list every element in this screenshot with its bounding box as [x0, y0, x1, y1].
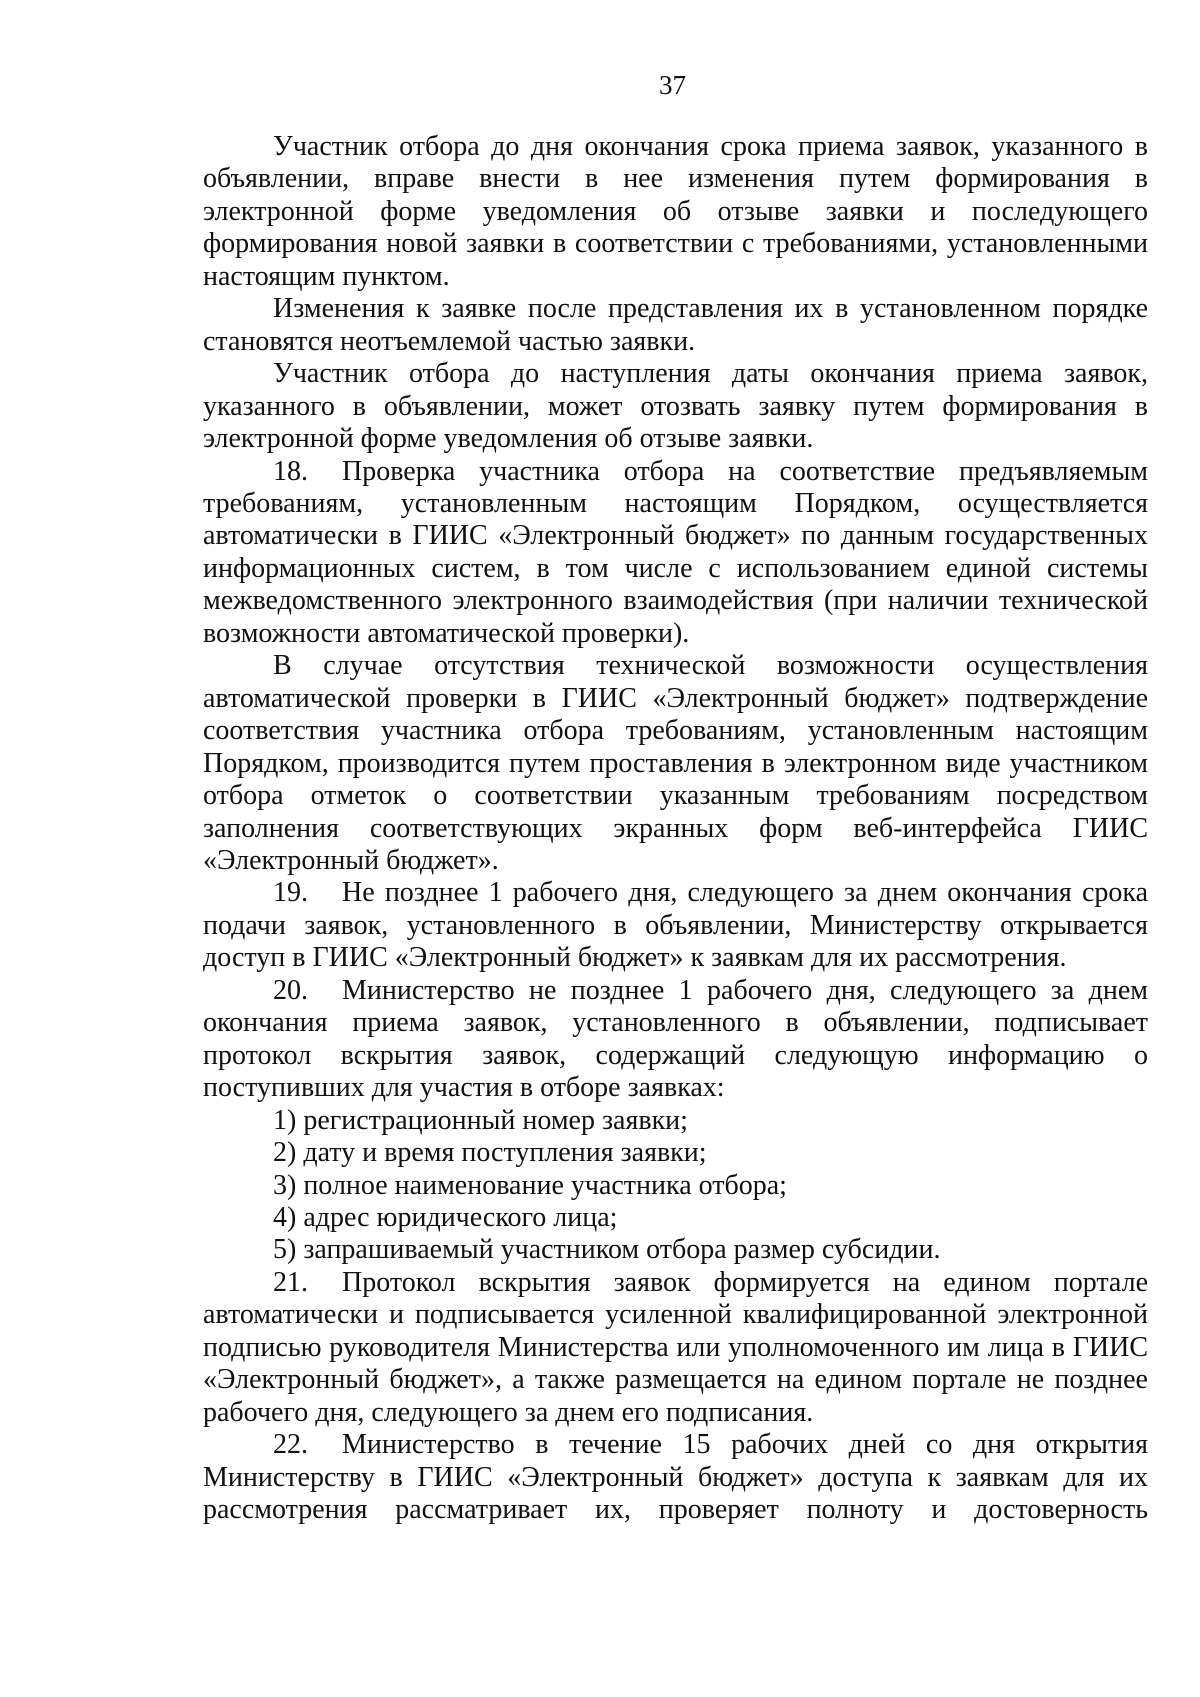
page-number: 37 — [659, 70, 686, 100]
paragraph-number: 21. — [273, 1266, 308, 1298]
paragraph-text: Участник отбора до наступления даты окончания приема заявок, указанного в объявлении, может отозвать заявку путем формирования в электронной форме уведомления об отзыве заявки. — [203, 358, 1148, 455]
paragraph-text: Министерство в течение 15 рабочих дней со дня открытия Министерству в ГИИС «Электронный бюджет» доступа к заявкам для их рассмотрения рассматривает их, проверяет полноту и достоверность — [203, 1429, 1148, 1526]
list-item: 2) дату и время поступления заявки; — [273, 1137, 707, 1169]
list-item: 5) запрашиваемый участником отбора размер субсидии. — [273, 1234, 941, 1266]
paragraph-22 — [203, 1429, 1148, 1526]
paragraph-text: Участник отбора до дня окончания срока приема заявок, указанного в объявлении, вправе внести в нее изменения путем формирования в электронной форме уведомления об отзыве заявки и последующего формирования новой заявки в соответствии с требованиями, установленными настоящим пунктом. — [203, 131, 1148, 292]
paragraph-20 — [203, 975, 1148, 1105]
paragraph-text: Не позднее 1 рабочего дня, следующего за днем окончания срока подачи заявок, установленного в объявлении, Министерству открывается доступ в ГИИС «Электронный бюджет» к заявкам для их рассмотрения. — [203, 877, 1148, 974]
paragraph — [203, 358, 1148, 455]
paragraph — [203, 293, 1148, 358]
document-body — [203, 131, 1148, 1526]
list-item: 3) полное наименование участника отбора; — [273, 1169, 787, 1201]
paragraph — [203, 131, 1148, 293]
paragraph-number: 19. — [273, 877, 308, 909]
paragraph — [203, 650, 1148, 877]
paragraph-text: Проверка участника отбора на соответствие предъявляемым требованиям, установленным настоящим Порядком, осуществляется автоматически в ГИИС «Электронный бюджет» по данным государственных информационных систем, в том числе с использованием единой системы межведомственного электронного взаимодействия (при наличии технической возможности автоматической проверки). — [203, 455, 1148, 649]
paragraph-18 — [203, 456, 1148, 651]
list-item: 1) регистрационный номер заявки; — [273, 1104, 688, 1136]
paragraph-number: 18. — [273, 455, 308, 487]
paragraph-21 — [203, 1267, 1148, 1429]
paragraph-text: Министерство не позднее 1 рабочего дня, следующего за днем окончания приема заявок, установленного в объявлении, подписывает протокол вскрытия заявок, содержащий следующую информацию о поступивших для участия в отборе заявках: — [203, 974, 1148, 1104]
paragraph-number: 20. — [273, 974, 308, 1006]
paragraph-19 — [203, 877, 1148, 974]
paragraph-number: 22. — [273, 1429, 308, 1461]
paragraph-text: В случае отсутствия технической возможности осуществления автоматической проверки в ГИИС «Электронный бюджет» подтверждение соответствия участника отбора требованиям, установленным настоящим Порядком, производится путем проставления в электронном виде участником отбора отметок о соответствии указанным требованиям посредством заполнения соответствующих экранных форм веб-интерфейса ГИИС «Электронный бюджет». — [203, 650, 1148, 876]
paragraph-text: Изменения к заявке после представления их в установленном порядке становятся неотъемлемой частью заявки. — [203, 293, 1148, 357]
paragraph-text: Протокол вскрытия заявок формируется на едином портале автоматически и подписывается усиленной квалифицированной электронной подписью руководителя Министерства или уполномоченного им лица в ГИИС «Электронный бюджет», а также размещается на едином портале не позднее рабочего дня, следующего за днем его подписания. — [203, 1266, 1148, 1428]
list-item: 4) адрес юридического лица; — [273, 1201, 618, 1233]
